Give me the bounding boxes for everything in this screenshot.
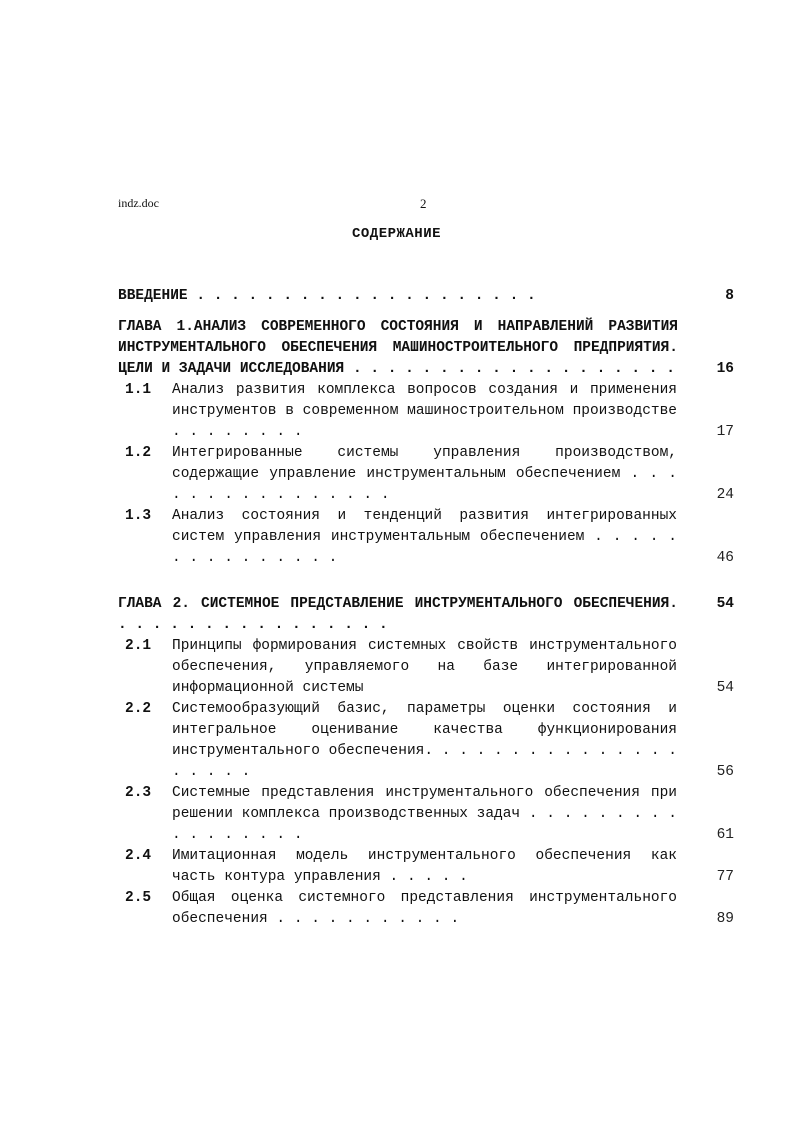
toc-section-number: 2.4 — [125, 848, 152, 864]
toc-section-number: 2.5 — [125, 890, 152, 906]
toc-page-number: 24 — [716, 487, 734, 503]
toc-section-number: 1.3 — [125, 508, 152, 524]
toc-section-number: 1.2 — [125, 445, 152, 461]
toc-chapter-1 — [118, 317, 734, 380]
page-title: СОДЕРЖАНИЕ — [351, 226, 441, 242]
toc-section-text: Имитационная модель инструментального обеспечения как часть контура управления . . . . . — [172, 848, 677, 885]
toc-chapter-2 — [118, 594, 734, 636]
toc-section-number: 2.1 — [125, 638, 152, 654]
toc-section-text: Анализ состояния и тенденций развития интегрированных систем управления инструментальным обеспечением . . . . . . . . . . . . . . . — [172, 508, 677, 566]
toc-entry-intro — [118, 286, 734, 307]
toc-section-text: Системообразующий базис, параметры оценки состояния и интегральное оценивание качества функционирования инструментального обеспечения. . . . . . . . . . . . . . . . . . . . — [172, 701, 677, 780]
toc-section-2-1 — [118, 636, 734, 699]
toc-entry-text: ВВЕДЕНИЕ . . . . . . . . . . . . . . . . . . . . — [118, 288, 536, 304]
toc-page-number: 89 — [716, 911, 734, 927]
toc-page-number: 77 — [716, 869, 734, 885]
toc-section-2-2 — [118, 699, 734, 783]
toc-section-text: Общая оценка системного представления инструментального обеспечения . . . . . . . . . . . — [172, 890, 677, 927]
toc-page-number: 17 — [716, 424, 734, 440]
table-of-contents — [118, 286, 734, 930]
toc-section-number: 2.3 — [125, 785, 152, 801]
toc-section-2-5 — [118, 888, 734, 930]
toc-section-2-3 — [118, 783, 734, 846]
header-page-number: 2 — [420, 196, 427, 211]
toc-section-number: 2.2 — [125, 701, 152, 717]
toc-section-1-2 — [118, 443, 734, 506]
toc-section-1-1 — [118, 380, 734, 443]
toc-page-number: 8 — [725, 288, 734, 304]
toc-chapter-text: ГЛАВА 2. СИСТЕМНОЕ ПРЕДСТАВЛЕНИЕ ИНСТРУМЕНТАЛЬНОГО ОБЕСПЕЧЕНИЯ. . . . . . . . . . . . . . . . . — [118, 596, 678, 633]
toc-page-number: 61 — [716, 827, 734, 843]
toc-page-number: 54 — [716, 596, 734, 612]
toc-page-number: 54 — [716, 680, 734, 696]
toc-chapter-text: ГЛАВА 1.АНАЛИЗ СОВРЕМЕННОГО СОСТОЯНИЯ И НАПРАВЛЕНИЙ РАЗВИТИЯ ИНСТРУМЕНТАЛЬНОГО ОБЕСПЕЧЕНИЯ МАШИНОСТРОИТЕЛЬНОГО ПРЕДПРИЯТИЯ. ЦЕЛИ И ЗАДАЧИ ИССЛЕДОВАНИЯ . . . . . . . . . . . . . . . . . . . — [118, 319, 678, 377]
toc-section-text: Интегрированные системы управления производством, содержащие управление инструментальным обеспечением . . . . . . . . . . . . . . . . — [172, 445, 677, 503]
toc-section-text: Принципы формирования системных свойств инструментального обеспечения, управляемого на базе интегрированной информационной системы — [172, 638, 677, 696]
header-filename: indz.doc — [118, 196, 159, 210]
toc-section-text: Анализ развития комплекса вопросов создания и применения инструментов в современном машиностроительном производстве . . . . . . . . — [172, 382, 677, 440]
toc-page-number: 46 — [716, 550, 734, 566]
toc-section-text: Системные представления инструментального обеспечения при решении комплекса производственных задач . . . . . . . . . . . . . . . . . — [172, 785, 677, 843]
toc-page-number: 56 — [716, 764, 734, 780]
toc-section-2-4 — [118, 846, 734, 888]
toc-section-number: 1.1 — [125, 382, 152, 398]
toc-page-number: 16 — [716, 361, 734, 377]
toc-section-1-3 — [118, 506, 734, 569]
